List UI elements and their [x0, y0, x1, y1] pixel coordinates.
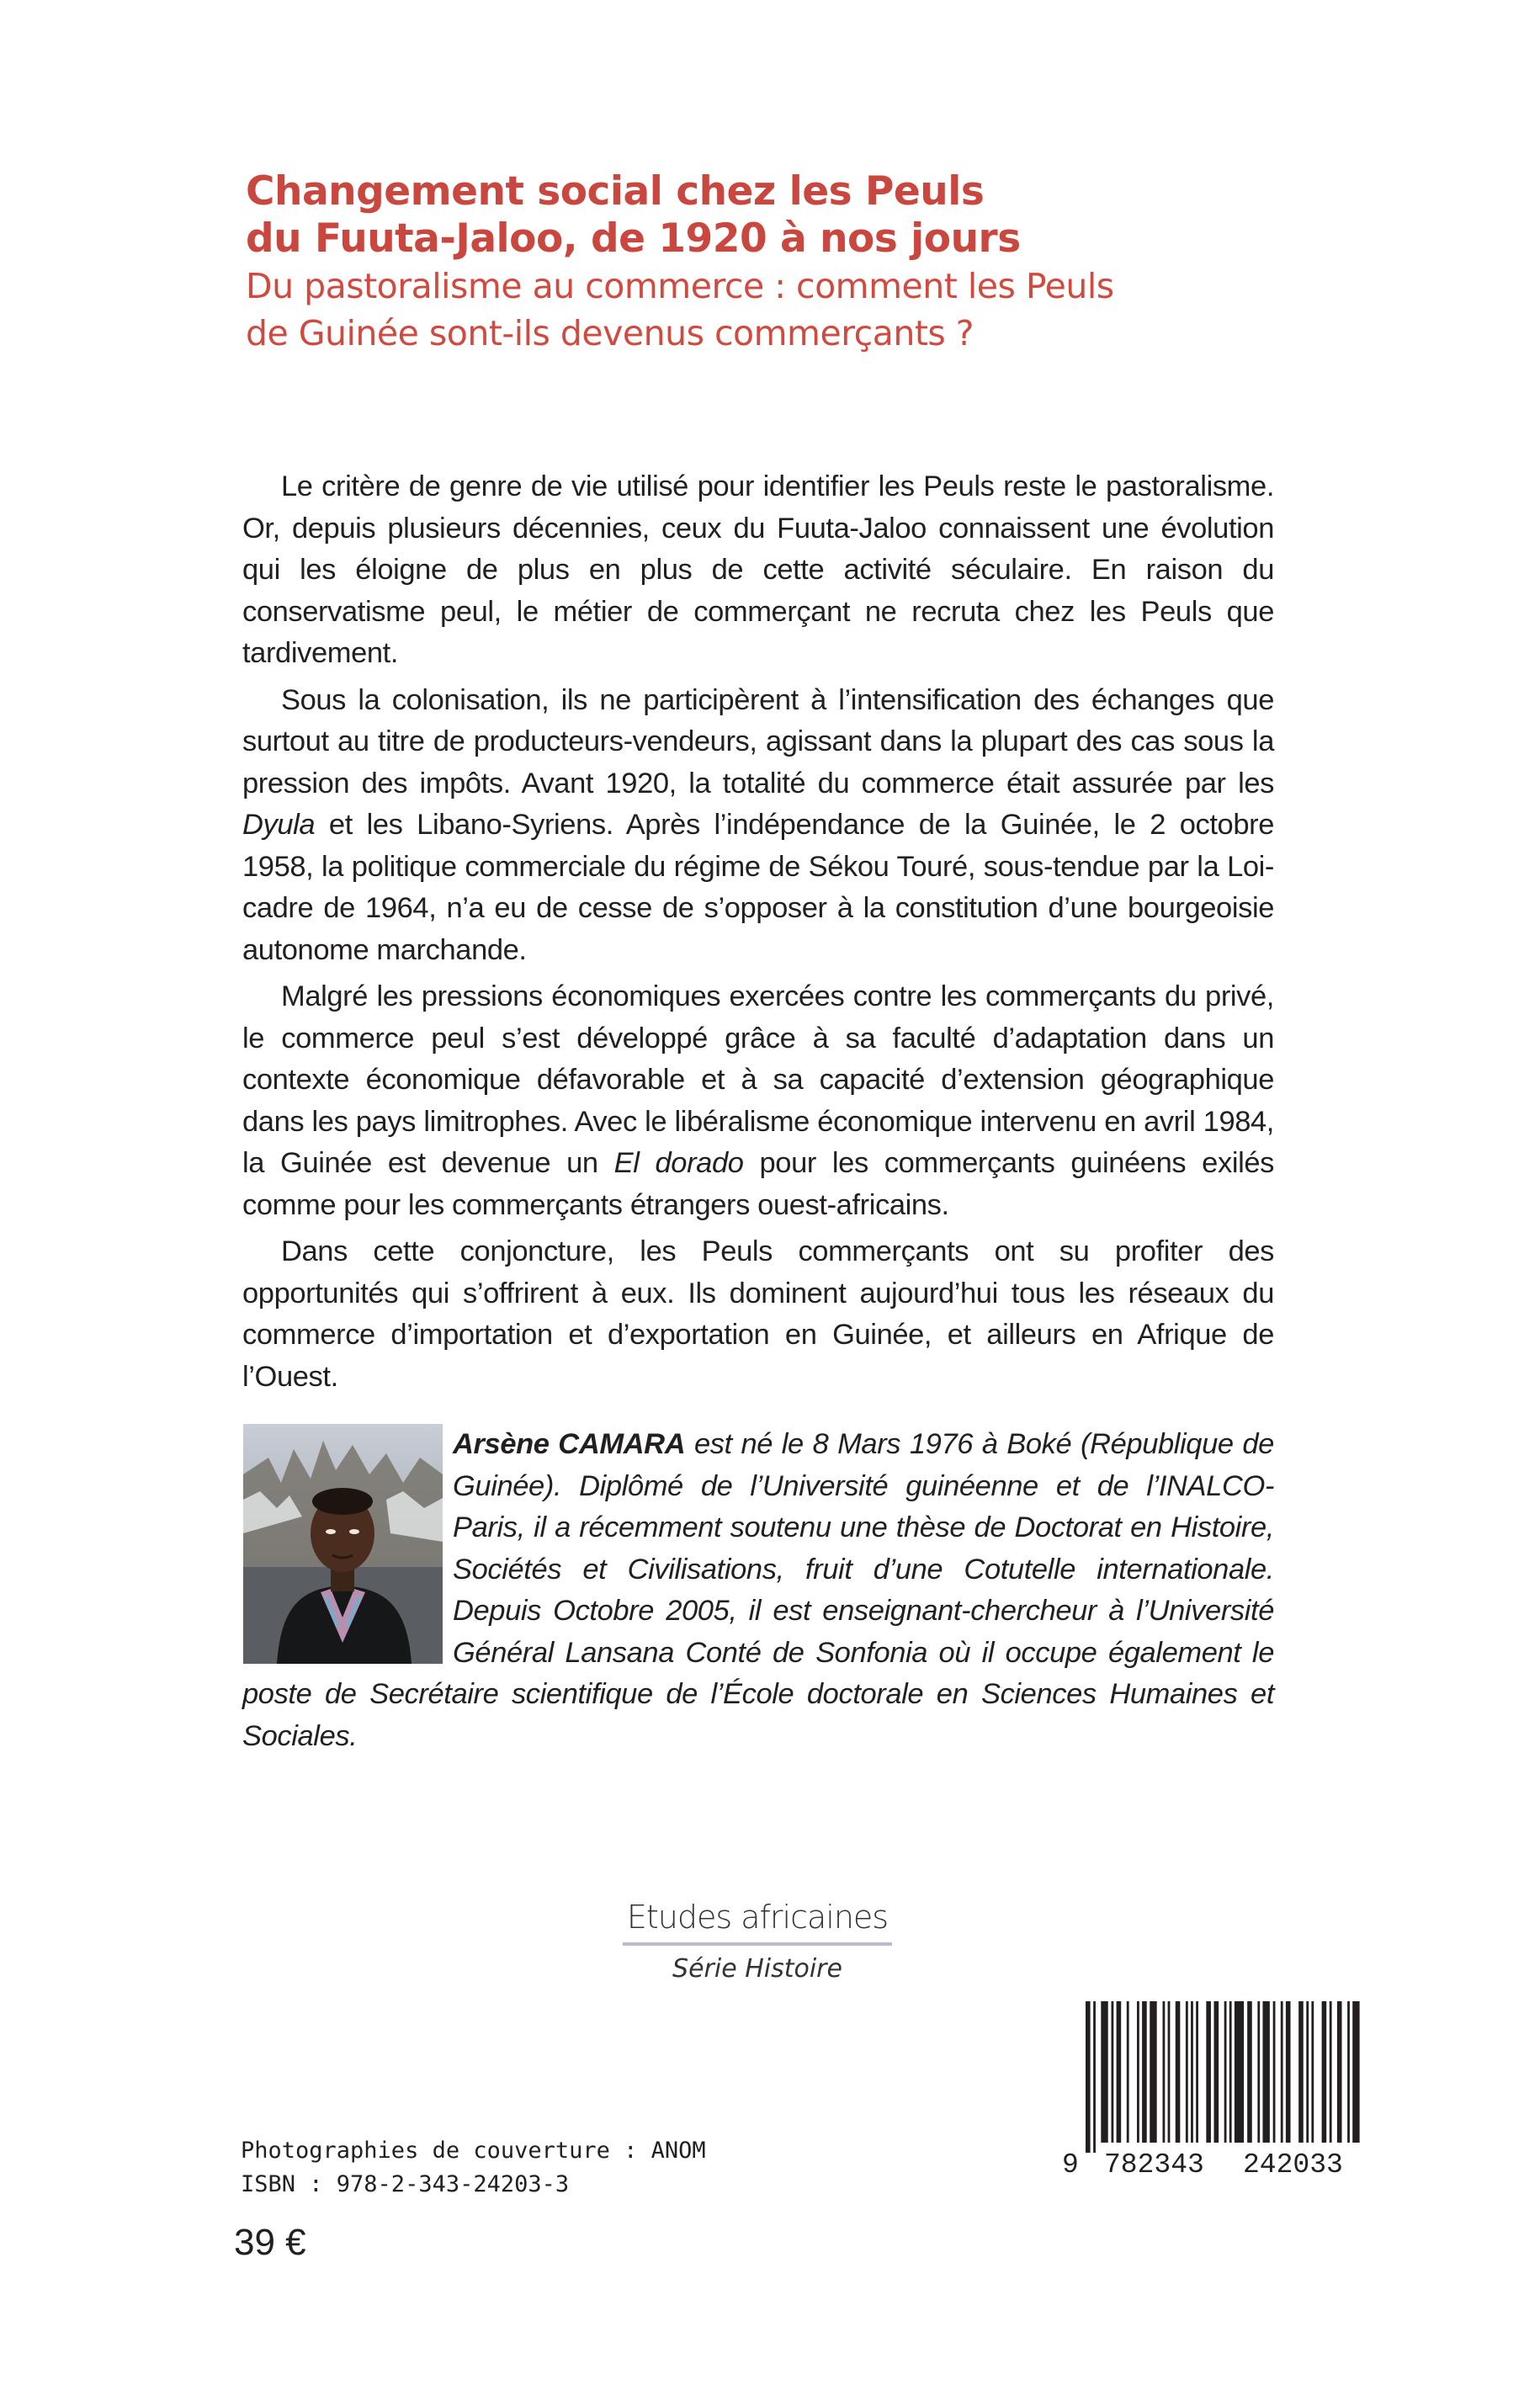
- title-line-1: Changement social chez les Peuls: [246, 168, 985, 215]
- summary-paragraph-4: Dans cette conjoncture, les Peuls commerçants ont su profiter des opportunités qui s’offrirent à eux. Ils dominent aujourd’hui tous les réseaux du commerce d’importation et d’exportation en Guinée, et ailleurs en Afrique de l’Ouest.: [242, 1235, 1274, 1393]
- barcode-bar: [1168, 2001, 1171, 2143]
- summary-paragraph-3: [242, 976, 1274, 1226]
- barcode-bar: [1150, 2001, 1156, 2143]
- photo-credit: Photographies de couverture : ANOM: [241, 2138, 706, 2164]
- barcode-bar: [1214, 2001, 1219, 2143]
- barcode-bar: [1235, 2001, 1244, 2143]
- el-dorado-term: El dorado: [613, 1147, 744, 1179]
- summary-paragraph-1: Le critère de genre de vie utilisé pour identifier les Peuls reste le pastoralisme. Or, depuis plusieurs décennies, ceux du Fuuta-Jaloo connaissent une évolution qui les éloigne de plus en plus de cette activité séculaire. En raison du conservatisme peul, le métier de commerçant ne recruta chez les Peuls que tardivement.: [242, 470, 1274, 669]
- barcode-bar: [1337, 2001, 1342, 2143]
- subtitle-line-1: Du pastoralisme au commerce : comment les Peuls: [246, 266, 1114, 306]
- barcode-bar: [1176, 2001, 1181, 2143]
- isbn-barcode: [1062, 2001, 1361, 2153]
- paragraph-3-part-a: Malgré les pressions économiques exercées contre les commerçants du privé, le commerce peul s’est développé grâce à sa faculté d’adaptation dans un contexte économique défavorable et à sa capacité d’extension géographique dans les pays limitrophes. Avec le libéralisme économique intervenu en avril 1984, la Guinée est devenue un: [242, 980, 1274, 1179]
- barcode-digits-right: 242033: [1243, 2149, 1343, 2180]
- isbn-text: ISBN : 978-2-343-24203-3: [241, 2171, 570, 2197]
- series-divider: [623, 1942, 892, 1946]
- author-name: Arsène CAMARA: [453, 1428, 686, 1460]
- back-cover-titles: [246, 168, 1340, 357]
- author-bio-text: est né le 8 Mars 1976 à Boké (République de Guinée). Diplômé de l’Université guinéenne et de l’INALCO-Paris, il a récemment soutenu une thèse de Doctorat en Histoire, Sociétés et Civilisations, fruit d’une Cotutelle internationale. Depuis Octobre 2005, il est enseignant-chercheur à l’Université Général Lansana Conté de Sonfonia où il occupe également le poste de Secrétaire scientifique de l’École doctorale en Sciences Humaines et Sociales.: [242, 1428, 1274, 1752]
- barcode-bar: [1257, 2001, 1260, 2143]
- barcode-bar: [1191, 2001, 1193, 2143]
- title-line-2: du Fuuta-Jaloo, de 1920 à nos jours: [246, 215, 1021, 262]
- paragraph-3-part-b: pour les commerçants guinéens exilés comme pour les commerçants étrangers ouest-africains.: [242, 1147, 1274, 1221]
- summary-paragraph-2: [242, 680, 1274, 972]
- barcode-bar: [1247, 2001, 1252, 2143]
- series-name: Etudes africaines: [626, 1899, 889, 1936]
- paragraph-2-part-a: Sous la colonisation, ils ne participèrent à l’intensification des échanges que surtout au titre de producteurs-vendeurs, agissant dans la plupart des cas sous la pression des impôts. Avant 1920, la totalité du commerce était assurée par les: [242, 683, 1274, 799]
- barcode-digit-first: 9: [1062, 2149, 1079, 2180]
- barcode-bar: [1273, 2001, 1276, 2143]
- series-subtitle: Série Histoire: [672, 1954, 842, 1984]
- barcode-bar: [1347, 2001, 1350, 2143]
- subtitle-line-2: de Guinée sont-ils devenus commerçants ?: [246, 313, 974, 353]
- barcode-bar: [1101, 2001, 1107, 2143]
- barcode-bar: [1224, 2001, 1227, 2143]
- author-biography: [242, 1424, 1274, 1757]
- barcode-bar: [1137, 2001, 1139, 2143]
- barcode-bar: [1163, 2001, 1166, 2143]
- barcode-bar: [1352, 2001, 1359, 2143]
- dyula-term: Dyula: [242, 809, 316, 841]
- barcode-bar: [1229, 2001, 1232, 2143]
- barcode-bar: [1322, 2001, 1327, 2143]
- barcode-bar: [1298, 2001, 1304, 2143]
- barcode-bar: [1112, 2001, 1114, 2143]
- barcode-bar: [1330, 2001, 1332, 2143]
- barcode-digits-left: 782343: [1104, 2149, 1204, 2180]
- barcode-bar: [1311, 2001, 1314, 2143]
- barcode-bar: [1186, 2001, 1188, 2143]
- barcode-bar: [1196, 2001, 1198, 2143]
- series-block: [623, 1897, 892, 1986]
- barcode-bar: [1306, 2001, 1309, 2143]
- barcode-bar: [1127, 2001, 1129, 2143]
- barcode-bar: [1206, 2001, 1211, 2143]
- barcode-bar: [1281, 2001, 1283, 2143]
- summary-text: [242, 466, 1274, 1403]
- barcode-bar: [1086, 2001, 1091, 2153]
- barcode-bar: [1117, 2001, 1122, 2143]
- barcode-bar: [1262, 2001, 1269, 2143]
- barcode-bar: [1142, 2001, 1147, 2143]
- photo-wrap-space: [242, 1424, 453, 1668]
- barcode-bar: [1286, 2001, 1291, 2143]
- barcode-bar: [1093, 2001, 1096, 2153]
- paragraph-2-part-b: et les Libano-Syriens. Après l’indépendance de la Guinée, le 2 octobre 1958, la politique commerciale du régime de Sékou Touré, sous-tendue par la Loi-cadre de 1964, n’a eu de cesse de s’opposer à la constitution d’une bourgeoisie autonome marchande.: [242, 809, 1274, 966]
- barcode-digits: [1062, 2149, 1361, 2186]
- price: 39 €: [234, 2222, 306, 2263]
- credits-block: [241, 2134, 706, 2202]
